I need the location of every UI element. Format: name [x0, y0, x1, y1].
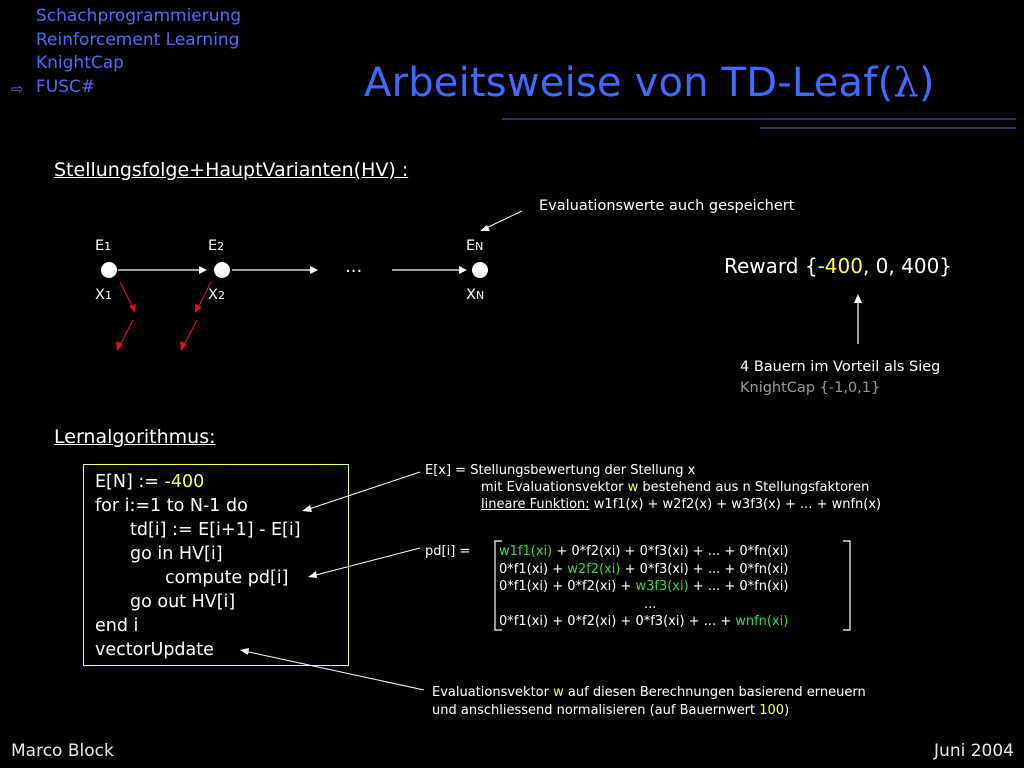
node-1-e-label: E1 [95, 238, 112, 254]
node-n [472, 262, 488, 278]
code-line-1: E[N] := -400 [95, 472, 205, 492]
node-2 [214, 262, 230, 278]
eval-note: Evaluationswerte auch gespeichert [539, 198, 795, 214]
code-block [95, 470, 301, 662]
eval-note-arrow [484, 211, 522, 229]
code-line-3: td[i] := E[i+1] - E[i] [130, 520, 301, 540]
nav-item-schachprogrammierung[interactable]: Schachprogrammierung [36, 6, 242, 26]
node-n-e-label: EN [466, 238, 484, 254]
nav-item-reinforcement-learning[interactable]: Reinforcement Learning [36, 29, 240, 50]
pd-matrix [499, 543, 788, 631]
matrix-row-5: 0*f1(xi) + 0*f2(xi) + 0*f3(xi) + ... + wnfn(xi) [499, 614, 789, 629]
ex-line-2: mit Evaluationsvektor w bestehend aus n Stellungsfaktoren [481, 480, 870, 495]
footer-author: Marco Block [11, 741, 114, 761]
vec-note-2: und anschliessend normalisieren (auf Bauernwert 100) [432, 703, 790, 718]
node-n-x-label: XN [466, 287, 485, 303]
node-2-x-label: X2 [208, 287, 225, 303]
arrow-to-compute [312, 548, 420, 576]
arrow-to-for [306, 472, 420, 510]
ex-line-1: E[x] = Stellungsbewertung der Stellung x [425, 463, 696, 478]
nav-item-knightcap[interactable]: KnightCap [36, 53, 124, 73]
seq-arrowhead-2 [310, 266, 318, 274]
section-heading-algorithm: Lernalgorithmus: [54, 426, 216, 448]
section-heading-sequence: Stellungsfolge+HauptVarianten(HV) : [54, 159, 409, 181]
code-line-6: go out HV[i] [130, 592, 236, 612]
node-1 [101, 262, 117, 278]
matrix-row-3: 0*f1(xi) + 0*f2(xi) + w3f3(xi) + ... + 0*fn(xi) [499, 579, 789, 594]
red-arrow-4 [183, 320, 197, 347]
title-close: ) [918, 60, 935, 106]
ex-line-3: lineare Funktion: w1f1(x) + w2f2(x) + w3f3(x) + ... + wnfn(x) [481, 497, 882, 512]
reward-note-2: KnightCap {-1,0,1} [740, 380, 881, 396]
title-lambda: λ [893, 60, 919, 106]
vec-note-1: Evaluationsvektor w auf diesen Berechnungen basierend erneuern [432, 685, 866, 700]
seq-arrowhead-3 [459, 266, 467, 274]
code-line-5: compute pd[i] [165, 568, 289, 588]
code-line-2: for i:=1 to N-1 do [95, 496, 248, 516]
code-line-4: go in HV[i] [130, 544, 223, 564]
code-line-7: end i [95, 616, 139, 636]
title-text: Arbeitsweise von TD-Leaf( [364, 60, 894, 106]
matrix-row-1: w1f1(xi) + 0*f2(xi) + 0*f3(xi) + ... + 0*fn(xi) [499, 544, 789, 559]
node-1-x-label: X1 [95, 287, 112, 303]
sequence-ellipsis: ... [345, 256, 363, 277]
pd-label: pd[i] = [425, 544, 471, 559]
reward-note-1: 4 Bauern im Vorteil als Sieg [740, 359, 941, 375]
node-2-e-label: E2 [208, 238, 225, 254]
matrix-bracket-right [843, 541, 850, 630]
seq-arrowhead-1 [199, 266, 207, 274]
nav-item-fusc[interactable]: FUSC# [36, 76, 96, 97]
matrix-row-2: 0*f1(xi) + w2f2(xi) + 0*f3(xi) + ... + 0*fn(xi) [499, 561, 789, 577]
matrix-row-4: ... [644, 596, 657, 612]
code-line-8: vectorUpdate [95, 640, 214, 660]
reward-text: Reward {-400, 0, 400} [724, 254, 953, 278]
footer-date: Juni 2004 [934, 741, 1014, 761]
red-arrow-2 [119, 320, 133, 347]
current-arrow-icon: ⇨ [11, 80, 24, 98]
